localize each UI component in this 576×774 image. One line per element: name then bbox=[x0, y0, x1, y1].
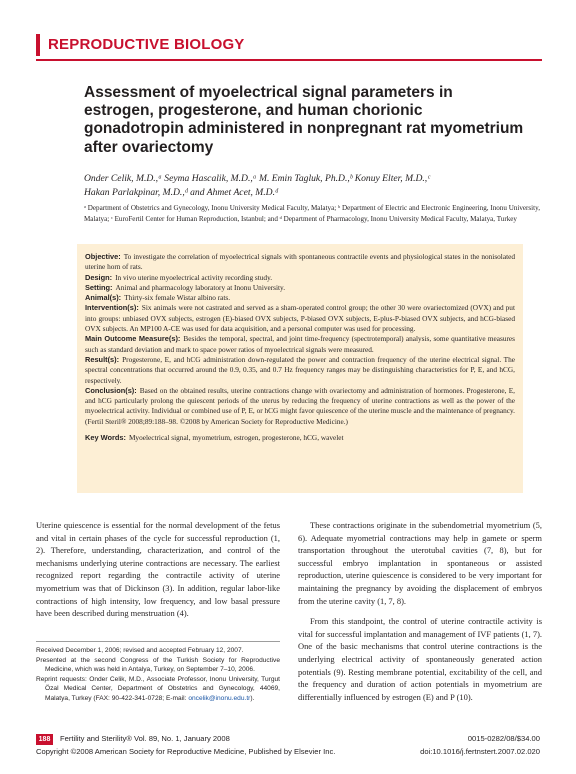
reprint-text: Reprint requests: Onder Celik, M.D., Associate Professor, Inonu University, Turgut Özal Medical Center, Department of Obstetrics and Gynecology, 44069, Malatya, Turkey (FAX: 90-422-341-0728; E-mail: bbox=[36, 675, 280, 702]
author-list bbox=[84, 172, 524, 200]
abstract-box bbox=[77, 244, 523, 493]
issn: 0015-0282/08/$34.00 bbox=[467, 734, 540, 743]
abstract-keywords bbox=[85, 433, 515, 443]
body-paragraph: From this standpoint, the control of uterine contractile activity is vital for successful implantation and management of IVF patients (1, 7). One of the basic mechanisms that control uterine contractions is the underlying electrical activity of spontaneously generated action potentials (9). Resting membrane potential, excitability of the cell, and the frequency and duration of action potentials in myometrium are differentially influenced by estrogen (E) and P (10). bbox=[298, 616, 542, 702]
setting-label: Setting: bbox=[85, 282, 113, 292]
page-number: 188 bbox=[36, 734, 53, 745]
section-label: REPRODUCTIVE BIOLOGY bbox=[48, 36, 245, 53]
setting-text: Animal and pharmacology laboratory at Inonu University. bbox=[115, 282, 286, 292]
authors-line-2: Hakan Parlakpinar, M.D.,ᵈ and Ahmet Acet, M.D.ᵈ bbox=[84, 187, 278, 198]
section-accent-bar bbox=[36, 34, 40, 56]
interventions-label: Intervention(s): bbox=[85, 303, 139, 313]
abstract-design bbox=[85, 273, 515, 283]
keywords-text: Myoelectrical signal, myometrium, estrogen, progesterone, hCG, wavelet bbox=[128, 433, 344, 443]
outcome-label: Main Outcome Measure(s): bbox=[85, 334, 181, 344]
design-text: In vivo uterine myoelectrical activity recording study. bbox=[115, 272, 273, 282]
email-link[interactable]: oncelik@inonu.edu.tr bbox=[188, 694, 251, 702]
reprint-suffix: ). bbox=[250, 694, 255, 702]
abstract-interventions bbox=[85, 303, 515, 334]
footnote-divider bbox=[36, 641, 280, 642]
conclusion-label: Conclusion(s): bbox=[85, 385, 137, 395]
animals-text: Thirty-six female Wistar albino rats. bbox=[124, 293, 231, 303]
received-note: Received December 1, 2006; revised and accepted February 12, 2007. bbox=[36, 647, 244, 654]
authors-line-1: Onder Celik, M.D.,ᵃ Seyma Hascalik, M.D.,ᵃ M. Emin Tagluk, Ph.D.,ᵇ Konuy Elter, M.D.,ᶜ bbox=[84, 173, 430, 184]
objective-text: To investigate the correlation of myoelectrical signals with spontaneous contractile events and physiological states in the nonisolated uterine horn of rats. bbox=[85, 252, 515, 272]
outcome-text: Besides the temporal, spectral, and joint time-frequency (spectrotemporal) analysis, some quantitative measures such as standard deviation and mark to space power ratios of myoelectrical signals were measured. bbox=[85, 334, 515, 354]
interventions-text: Six animals were not castrated and served as a sham-operated control group; the other 30 were ovariectomized (OVX) and put into groups: unbiased OVX subjects, estrogen (E)-biased OVX subjects, P-biased OVX subjects, E-plus-P-biased OVX subjects, and hCG-biased OVX subjects. An MP100 A-CE was used for data acquisition, and a personal computer was used for processing. bbox=[85, 303, 515, 334]
section-divider bbox=[36, 59, 542, 61]
abstract-objective bbox=[85, 252, 515, 273]
keywords-label: Key Words: bbox=[85, 433, 126, 443]
animals-label: Animal(s): bbox=[85, 293, 122, 303]
footnotes bbox=[36, 646, 280, 704]
conclusion-text: Based on the obtained results, uterine contractions change with ovariectomy and administration of hormones. Progesterone, E, and hCG particularly prolong the quiescent periods of the uterus by reducing the frequency of uterine contractions as well as the power of the myoelectrical activity. Individual or combined use of P, E, or hCG might favor quiescence of the uterine muscle and the maintenance of pregnancy. (Fertil Steril® 2008;89:188–98. ©2008 by American Society for Reproductive Medicine.) bbox=[85, 385, 515, 426]
abstract-outcome bbox=[85, 334, 515, 355]
copyright-line: Copyright ©2008 American Society for Reproductive Medicine, Published by Elsevier Inc. bbox=[36, 747, 336, 756]
article-title: Assessment of myoelectrical signal parameters in estrogen, progesterone, and human chorionic gonadotropin administered in nonpregnant rat myometrium after ovariectomy bbox=[84, 84, 524, 156]
reprint-note bbox=[36, 675, 280, 704]
abstract-conclusion bbox=[85, 386, 515, 427]
journal-citation: Fertility and Sterility® Vol. 89, No. 1, January 2008 bbox=[60, 734, 230, 743]
objective-label: Objective: bbox=[85, 252, 121, 261]
abstract-results bbox=[85, 355, 515, 386]
body-paragraph: Uterine quiescence is essential for the normal development of the fetus and vital in certain phases of the cycle for successful reproduction (1, 2). Therefore, understanding, characterization, and control of the mechanisms underlying uterine contractions are necessary. The earliest recognized report regarding the contractile activity of uterine myometrium was that of Dickinson (3). In addition, regular labor-like contractions of high intensity, low frequency, and low basal pressure have been described during menstruation (4). bbox=[36, 520, 280, 619]
body-column-left bbox=[36, 519, 280, 620]
body-paragraph: These contractions originate in the subendometrial myometrium (5, 6). Adequate myometrial contractions may help in gamete or sperm transportation throughout the uterotubal cavities (7, 8), but for successful embryo implantation in spontaneous or assisted reproduction, uterine quiescence is considered to be very important for maintaining the pregnancy by avoiding the displacement of embryos from the uterine cavity (1, 7, 8). bbox=[298, 520, 542, 606]
doi[interactable]: doi:10.1016/j.fertnstert.2007.02.020 bbox=[420, 747, 540, 756]
abstract-setting bbox=[85, 283, 515, 293]
body-column-right bbox=[298, 519, 542, 703]
results-label: Result(s): bbox=[85, 354, 120, 364]
results-text: Progesterone, E, and hCG administration down-regulated the power and contraction frequency of the uterine electrical signal. The spectral concentrations that occurred around the 0.9, 0.35, and 0.7 Hz frequency ranges may be distinguishing characteristics for P, E, and hCG, respectively. bbox=[85, 354, 515, 385]
abstract-animals bbox=[85, 293, 515, 303]
presented-note: Presented at the second Congress of the Turkish Society for Reproductive Medicine, which was held in Antalya, Turkey, on September 7–10, 2006. bbox=[36, 656, 280, 674]
design-label: Design: bbox=[85, 272, 113, 282]
affiliations: ᵃ Department of Obstetrics and Gynecology, Inonu University Medical Faculty, Malatya; ᵇ Department of Electric and Electronic Engineering, Inonu University, Malatya; ᶜ EuroFertil Center for Human Reproduction, Istanbul; and ᵈ Department of Pharmacology, Inonu University Medical Faculty, Malatya, Turkey bbox=[84, 204, 540, 223]
